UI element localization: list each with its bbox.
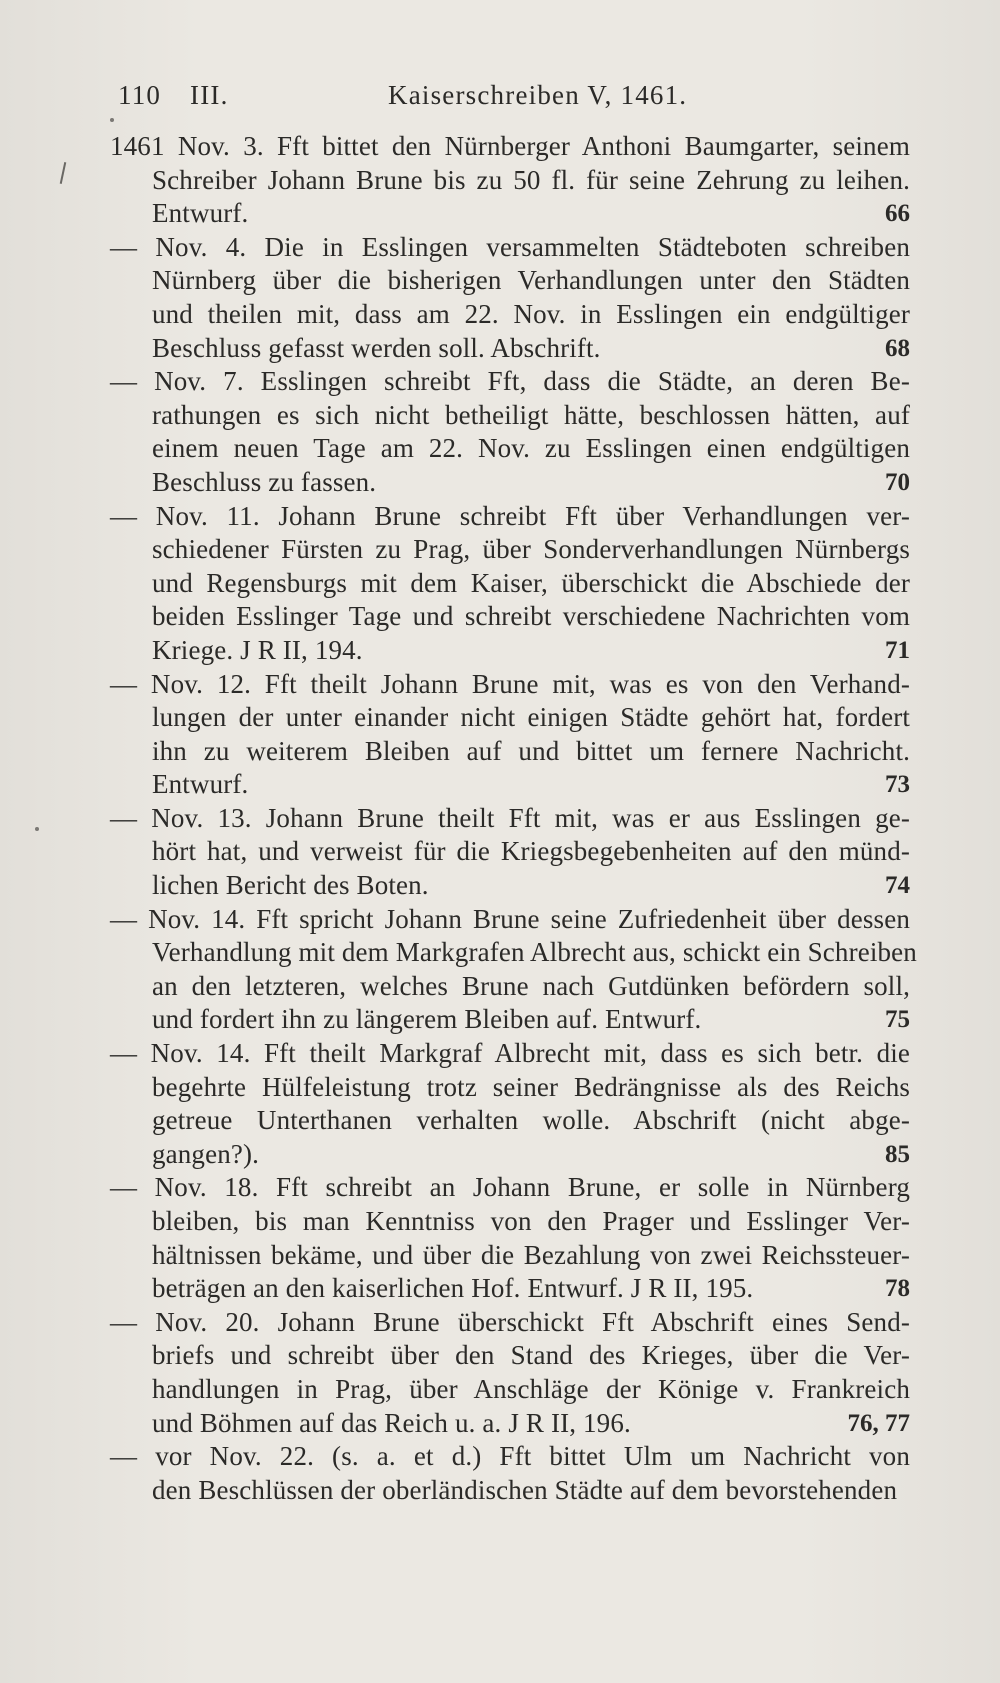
calendar-entry xyxy=(110,1037,910,1171)
entry-line-text: — Nov. 12. Fft theilt Johann Brune mit, was es von den Verhand- xyxy=(110,668,910,699)
entry-line-text: rathungen es sich nicht betheiligt hätte, beschlossen hätten, auf xyxy=(152,399,910,430)
running-title: Kaiserschreiben V, 1461. xyxy=(388,80,688,110)
entry-line-text: 1461 Nov. 3. Fft bittet den Nürnberger Anthoni Baumgarter, seinem xyxy=(110,131,910,161)
entry-line xyxy=(110,298,910,332)
entry-line xyxy=(110,1306,910,1340)
entry-line-text: — Nov. 11. Johann Brune schreibt Fft über Verhandlungen ver- xyxy=(110,500,910,531)
entry-line xyxy=(110,264,910,298)
entry-line-text: hört hat, und verweist für die Kriegsbegebenheiten auf den münd- xyxy=(152,836,910,867)
entry-line xyxy=(110,332,910,366)
entry-line-text: — Nov. 18. Fft schreibt an Johann Brune, er solle in Nürnberg xyxy=(110,1172,910,1203)
part-number: III. xyxy=(190,80,229,110)
entry-line-text: ihn zu weiterem Bleiben auf und bittet um fernere Nachricht. xyxy=(152,735,910,766)
entry-line xyxy=(110,1339,910,1373)
document-number: 66 xyxy=(885,200,910,228)
entry-line-text: Verhandlung mit dem Markgrafen Albrecht aus, schickt ein Schreiben xyxy=(152,937,917,968)
entry-line xyxy=(110,701,910,735)
entry-line xyxy=(110,903,910,937)
entry-line-text: Entwurf. xyxy=(152,769,249,800)
ink-dot xyxy=(35,827,39,831)
entry-line xyxy=(110,399,910,433)
document-number: 76, 77 xyxy=(847,1409,910,1437)
entry-line xyxy=(110,1205,910,1239)
entry-line xyxy=(110,1171,910,1205)
entry-line xyxy=(110,197,910,231)
entry-line-text: und theilen mit, dass am 22. Nov. in Esslingen ein endgültiger xyxy=(152,298,910,329)
entry-line-text: Beschluss zu fassen. xyxy=(152,466,377,497)
entry-line xyxy=(110,533,910,567)
calendar-entry xyxy=(110,668,910,802)
entry-line-text: beiden Esslinger Tage und schreibt verschiedene Nachrichten vom xyxy=(152,601,910,632)
entry-line xyxy=(110,936,917,970)
entry-line-text: — vor Nov. 22. (s. a. et d.) Fft bittet Ulm um Nachricht von xyxy=(110,1441,910,1472)
entry-line-text: handlungen in Prag, über Anschläge der Könige v. Frankreich xyxy=(152,1373,910,1404)
calendar-entry xyxy=(110,365,910,499)
entry-line-text: den Beschlüssen der oberländischen Städte auf dem bevorstehenden xyxy=(152,1474,898,1505)
document-number: 74 xyxy=(885,872,910,900)
entry-line-text: getreue Unterthanen verhalten wolle. Abschrift (nicht abge- xyxy=(152,1105,910,1136)
entry-line xyxy=(110,164,910,198)
entry-line-text: schiedener Fürsten zu Prag, über Sonderverhandlungen Nürnbergs xyxy=(152,534,910,565)
entry-line-text: lichen Bericht des Boten. xyxy=(152,870,429,901)
entry-line xyxy=(110,1272,910,1306)
entry-line-text: — Nov. 14. Fft spricht Johann Brune seine Zufriedenheit über dessen xyxy=(110,903,910,934)
entry-line xyxy=(110,970,910,1004)
entry-line-text: an den letzteren, welches Brune nach Gutdünken befördern soll, xyxy=(152,970,910,1001)
entry-line xyxy=(110,567,910,601)
calendar-entry xyxy=(110,1440,910,1507)
entry-line xyxy=(110,432,910,466)
entry-line xyxy=(110,1104,910,1138)
document-number: 75 xyxy=(885,1006,910,1034)
entry-line xyxy=(110,802,910,836)
entry-line xyxy=(110,1239,910,1273)
document-number: 85 xyxy=(885,1140,910,1168)
entry-line xyxy=(110,1138,910,1172)
entry-list xyxy=(110,130,917,1507)
document-number: 78 xyxy=(885,1275,910,1303)
entry-line-text: und Regensburgs mit dem Kaiser, überschickt die Abschiede der xyxy=(152,567,910,598)
entry-line xyxy=(110,130,910,164)
entry-line xyxy=(110,365,910,399)
entry-line-text: und Böhmen auf das Reich u. a. J R II, 196. xyxy=(152,1407,631,1438)
calendar-entry xyxy=(110,802,910,903)
entry-line-text: — Nov. 13. Johann Brune theilt Fft mit, was er aus Esslingen ge- xyxy=(110,802,910,833)
document-number: 70 xyxy=(885,468,910,496)
entry-line xyxy=(110,1003,910,1037)
entry-line-text: — Nov. 7. Esslingen schreibt Fft, dass die Städte, an deren Be- xyxy=(110,366,910,397)
entry-line-text: briefs und schreibt über den Stand des Krieges, über die Ver- xyxy=(152,1340,910,1371)
entry-line xyxy=(110,869,910,903)
calendar-entry xyxy=(110,1306,910,1440)
entry-line xyxy=(110,1071,910,1105)
page-number: 110 xyxy=(118,80,162,110)
entry-line-text: und fordert ihn zu längerem Bleiben auf. Entwurf. xyxy=(152,1004,702,1035)
entry-line-text: Nürnberg über die bisherigen Verhandlungen unter den Städten xyxy=(152,265,910,296)
entry-line xyxy=(110,231,910,265)
entry-line xyxy=(110,1373,910,1407)
document-number: 68 xyxy=(885,334,910,362)
entry-line xyxy=(110,600,910,634)
entry-line-text: hältnissen bekäme, und über die Bezahlung von zwei Reichssteuer- xyxy=(152,1239,910,1270)
calendar-entry xyxy=(110,903,917,1037)
document-number: 71 xyxy=(885,636,910,664)
document-number: 73 xyxy=(885,771,910,799)
entry-line xyxy=(110,634,910,668)
entry-line xyxy=(110,735,910,769)
entry-line-text: beträgen an den kaiserlichen Hof. Entwurf. J R II, 195. xyxy=(152,1273,754,1304)
entry-line xyxy=(110,835,910,869)
entry-line xyxy=(110,768,910,802)
margin-mark xyxy=(60,162,67,184)
entry-line xyxy=(110,1407,910,1441)
calendar-entry xyxy=(110,500,910,668)
entry-line xyxy=(110,466,910,500)
entry-line-text: gangen?). xyxy=(152,1138,260,1169)
entry-line-text: einem neuen Tage am 22. Nov. zu Esslingen einen endgültigen xyxy=(152,433,910,464)
entry-line xyxy=(110,500,910,534)
entry-line-text: Beschluss gefasst werden soll. Abschrift. xyxy=(152,332,601,363)
entry-line xyxy=(110,1440,910,1474)
entry-line xyxy=(110,1474,910,1508)
ink-dot xyxy=(110,118,114,122)
entry-line-text: — Nov. 14. Fft theilt Markgraf Albrecht mit, dass es sich betr. die xyxy=(110,1038,910,1069)
entry-line-text: Entwurf. xyxy=(152,198,249,229)
entry-line-text: begehrte Hülfeleistung trotz seiner Bedrängnisse als des Reichs xyxy=(152,1071,910,1102)
entry-line xyxy=(110,1037,910,1071)
entry-line-text: bleiben, bis man Kenntniss von den Prager und Esslinger Ver- xyxy=(152,1206,910,1236)
entry-line xyxy=(110,668,910,702)
entry-line-text: Schreiber Johann Brune bis zu 50 fl. für seine Zehrung zu leihen. xyxy=(152,164,910,195)
calendar-entry xyxy=(110,1171,910,1305)
entry-line-text: Kriege. J R II, 194. xyxy=(152,634,363,665)
entry-line-text: — Nov. 4. Die in Esslingen versammelten Städteboten schreiben xyxy=(110,231,910,262)
entry-line-text: — Nov. 20. Johann Brune überschickt Fft Abschrift eines Send- xyxy=(110,1306,910,1337)
calendar-entry xyxy=(110,231,910,365)
entry-line-text: lungen der unter einander nicht einigen Städte gehört hat, fordert xyxy=(152,702,910,733)
calendar-entry xyxy=(110,130,910,231)
